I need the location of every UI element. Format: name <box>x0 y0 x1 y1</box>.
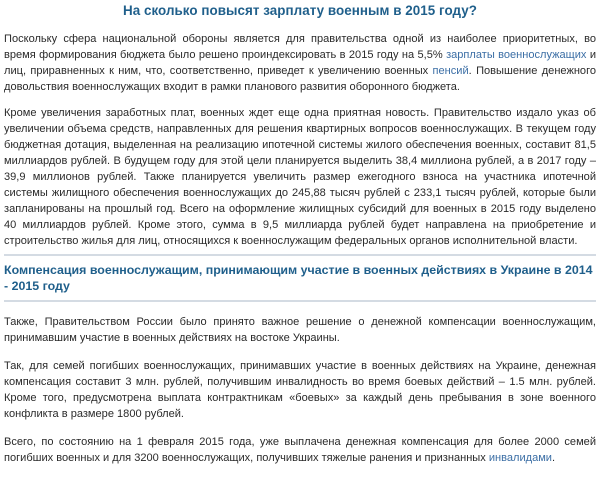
paragraph-compensation-amounts: Так, для семей погибших военнослужащих, принимавших участие в военных действиях на Украине, денежная компенсация составит 3 млн. рублей, получившим инвалидность во время боевых действий – 1.5 млн. рублей. Кроме того, предусмотрена выплата контрактникам «боевых» за каждый день пребывания в зоне военного конфликта в размере 1800 рублей. <box>4 360 596 420</box>
paragraph-compensation-paid <box>4 434 596 466</box>
paragraph-compensation-decision: Также, Правительством России было принято важное решение о денежной компенсации военнослужащим, принимавшим участие в военных действиях на востоке Украины. <box>4 316 596 344</box>
link-disabled-persons[interactable]: инвалидами <box>488 452 552 464</box>
paragraph-text: Поскольку сфера национальной обороны является для правительства одной из наиболее приоритетных, во время формирования бюджета было решено проиндексировать в 2015 году на 5,5% <box>4 33 596 61</box>
paragraph-text: . Повышение денежного довольствия военнослужащих входит в рамки планового развития оборонного бюджета. <box>4 65 597 93</box>
paragraph-text: Всего, по состоянию на 1 февраля 2015 года, уже выплачена денежная компенсация для более 2000 семей погибших военных и для 3200 военнослужащих, получивших тяжелые ранения и признанных <box>4 436 596 464</box>
article-title: На сколько повысят зарплату военным в 2015 году? <box>123 3 477 18</box>
paragraph-housing-funding: Кроме увеличения заработных плат, военных ждет еще одна приятная новость. Правительство издало указ об увеличении объема средств, направленных для решения квартирных вопросов военнослужащих. В текущем году бюджетная дотация, выделенная на реализацию ипотечной системы жилого обеспечения военных, составит 81,5 миллиардов рублей. В будущем году для этой цели планируется выделить 38,4 миллиона рублей, а в 2017 году – 39,9 миллионов рублей. Также планируется увеличить размер ежегодного взноса на участника ипотечной системы жилищного обеспечения военнослужащих до 245,88 тысяч рублей с 233,1 тысяч рублей, которые были запланированы на прошлый год. Всего на оформление жилищных субсидий для военных в 2015 году выделено 40 миллиардов рублей. Кроме этого, сумма в 9,5 миллиарда рублей будет направлена на приобретение и строительство жилья для лиц, относящихся к военнослужащим федеральных органов исполнительной власти. <box>4 107 596 247</box>
link-pensions[interactable]: пенсий <box>432 65 469 77</box>
section-heading-compensation: Компенсация военнослужащим, принимающим участие в военных действиях в Украине в 2014 - 2015 году <box>4 254 596 302</box>
paragraph-text: и лиц, приравненных к ним, что, соответственно, приведет к увеличению военных <box>4 49 596 77</box>
paragraph-salary-indexation <box>4 31 596 95</box>
link-military-salaries[interactable]: зарплаты военнослужащих <box>446 49 587 61</box>
paragraph-text: . <box>551 452 556 464</box>
